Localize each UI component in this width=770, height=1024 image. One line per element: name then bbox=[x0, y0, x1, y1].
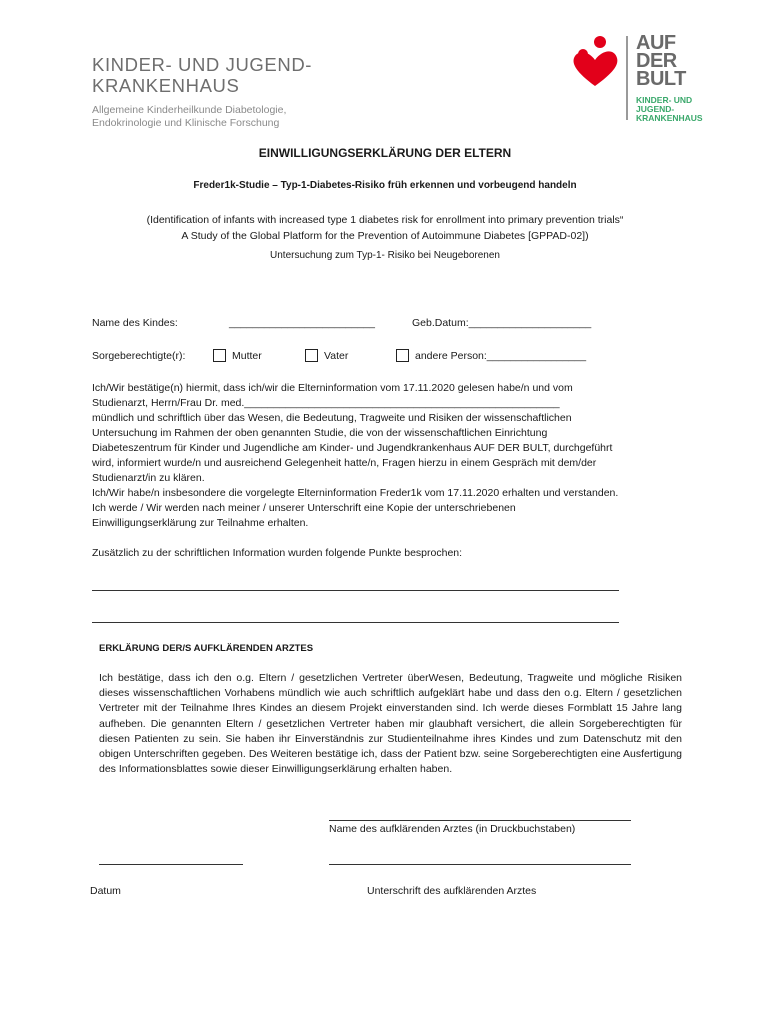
logo-wordmark: AUF DER BULT bbox=[636, 32, 686, 90]
logo-divider bbox=[626, 36, 628, 120]
signature-line[interactable] bbox=[329, 864, 631, 865]
date-caption: Datum bbox=[90, 885, 121, 897]
physician-name-line[interactable] bbox=[329, 820, 631, 821]
father-checkbox[interactable] bbox=[305, 349, 318, 362]
physician-name-field[interactable]: Studienarzt, Herrn/Frau Dr. med.______________________________________________________ bbox=[92, 397, 560, 409]
department-line1: Allgemeine Kinderheilkunde Diabetologie, bbox=[92, 104, 287, 116]
heart-logo-icon bbox=[570, 34, 620, 88]
father-label: Vater bbox=[324, 350, 349, 362]
hospital-name-line2: KRANKENHAUS bbox=[92, 75, 240, 96]
child-name-label: Name des Kindes: bbox=[92, 317, 178, 329]
examination-subtitle: Untersuchung zum Typ-1- Risiko bei Neugeborenen bbox=[270, 250, 500, 261]
physician-name-caption: Name des aufklärenden Arztes (in Druckbuchstaben) bbox=[329, 823, 576, 835]
logo-subtitle: KINDER- UND JUGEND- KRANKENHAUS bbox=[636, 95, 703, 123]
declaration-text: Ich bestätige, dass ich den o.g. Eltern / gesetzlichen Vertreter überWesen, Bedeutung, Tragweite und mögliche Risiken dieses wissenschaftlichen Vorhabens mündlich wie auch schriftlich aufgeklärt habe und dass den o.g. Eltern / gesetzlichen Vertreter mit der Teilnahme Ihres Kindes an diesem Projekt einverstanden sind. Ich werde dieses Formblatt 15 Jahre lang aufheben. Die genannten Eltern / gesetzlichen Vertreter haben mir glaubhaft versichert, die allein Sorgeberechtigten für diesen Patienten zu sein. Sie haben ihr Einverständnis zur Studienteilnahme ihres Kindes und zum Datenschutz mit den obigen Unterschriften gegeben. Des Weiteren bestätige ich, dass der Patient bzw. seine Sorgeberechtigten eine Ausfertigung des Informationsblattes sowie dieser Einwilligungserklärung erhalten haben. bbox=[99, 672, 682, 776]
other-person-field[interactable]: andere Person:_________________ bbox=[415, 350, 587, 362]
declaration-title: ERKLÄRUNG DER/S AUFKLÄRENDEN ARZTES bbox=[99, 643, 314, 654]
additional-points-label: Zusätzlich zu der schriftlichen Information wurden folgende Punkte besprochen: bbox=[92, 547, 463, 559]
department-line2: Endokrinologie und Klinische Forschung bbox=[92, 117, 280, 129]
child-name-field[interactable]: _________________________ bbox=[229, 317, 375, 329]
discussion-line-2[interactable] bbox=[92, 622, 619, 623]
english-title-line1: (Identification of infants with increased type 1 diabetes risk for enrollment into primary prevention trials“ bbox=[146, 214, 624, 226]
consent-paragraph: Ich/Wir bestätige(n) hiermit, dass ich/wir die Elterninformation vom 17.11.2020 gelesen habe/n und vom Studienarzt, Herrn/Frau Dr. med.______________________________________________________ mündlich und schriftlich über das Wesen, die Bedeutung, Tragweite und Risiken der wissenschaftlichen Untersuchung im Rahmen der oben genannten Studie, die von der wissenschaftlichen Einrichtung Diabeteszentrum für Kinder und Jugendliche am Kinder- und Jugendkrankenhaus AUF DER BULT, durchgeführt wird, informiert wurde/n und ausreichend Gelegenheit hatte/n, Fragen hierzu in einem Gespräch mit dem/der Studienarzt/in zu klären. Ich/Wir habe/n insbesondere die vorgelegte Elterninformation Freder1k vom 17.11.2020 erhalten und verstanden. Ich werde / Wir werden nach meiner / unserer Unterschrift eine Kopie der unterschriebenen Einwilligungserklärung zur Teilnahme erhalten. bbox=[92, 381, 704, 531]
date-line[interactable] bbox=[99, 864, 243, 865]
department bbox=[92, 104, 286, 130]
mother-label: Mutter bbox=[232, 350, 262, 362]
english-title bbox=[0, 212, 770, 244]
birthdate-field[interactable]: Geb.Datum:_____________________ bbox=[412, 317, 592, 329]
other-person-checkbox[interactable] bbox=[396, 349, 409, 362]
signature-caption: Unterschrift des aufklärenden Arztes bbox=[367, 885, 537, 897]
document-title: EINWILLIGUNGSERKLÄRUNG DER ELTERN bbox=[258, 146, 512, 160]
study-subtitle: Freder1k-Studie – Typ-1-Diabetes-Risiko früh erkennen und vorbeugend handeln bbox=[193, 180, 577, 191]
hospital-name bbox=[92, 54, 312, 96]
guardian-label: Sorgeberechtigte(r): bbox=[92, 350, 186, 362]
english-title-line2: A Study of the Global Platform for the Prevention of Autoimmune Diabetes [GPPAD-02]) bbox=[181, 230, 589, 242]
mother-checkbox[interactable] bbox=[213, 349, 226, 362]
hospital-name-line1: KINDER- UND JUGEND- bbox=[92, 54, 313, 75]
discussion-line-1[interactable] bbox=[92, 590, 619, 591]
